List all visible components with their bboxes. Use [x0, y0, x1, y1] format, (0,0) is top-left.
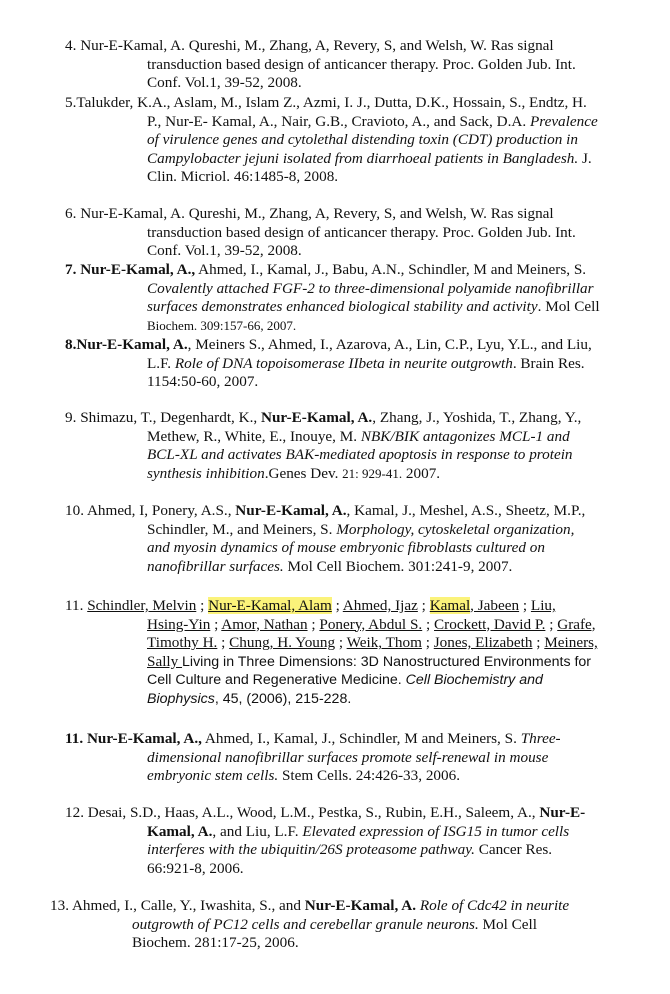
reference-text: ;	[335, 634, 347, 652]
reference-text: . Brain Res.	[512, 354, 585, 372]
reference-text: nanofibrillar surfaces.	[147, 557, 284, 575]
reference-text: Biophysics	[147, 690, 215, 707]
reference-text: Mol Cell	[478, 915, 537, 933]
reference-text: Nur-E-Kamal, A.	[304, 897, 417, 914]
reference-text: 7. Nur-E-Kamal, A.,	[65, 261, 196, 278]
reference-text: transduction based design of anticancer therapy. Proc. Golden Jub. Int.	[147, 223, 576, 241]
reference-line	[65, 841, 640, 860]
reference-line	[65, 653, 640, 672]
reference-line	[65, 317, 640, 336]
reference-text: Morphology, cytoskeletal organization,	[336, 520, 575, 538]
reference-line	[65, 224, 640, 243]
reference-text: Living in Three Dimensions: 3D Nanostructured Environments for	[182, 653, 592, 670]
reference-text: embryonic stem cells.	[147, 767, 279, 785]
reference-text: 1154:50-60, 2007.	[147, 373, 259, 391]
reference-text: BCL-XL and activates BAK-mediated apoptosis in response to protein	[147, 446, 573, 464]
reference-text: , Zhang, J., Yoshida, T., Zhang, Y.,	[372, 409, 582, 426]
reference-line	[65, 150, 640, 169]
reference-text: Cell Culture and Regenerative Medicine.	[147, 672, 406, 689]
reference-text: Schindler, M., and Meiners, S.	[147, 520, 337, 538]
reference-text: .Genes Dev.	[264, 464, 343, 482]
reference-text: Ahmed, I., Kamal, J., Babu, A.N., Schindler, M and Meiners, S.	[195, 261, 587, 278]
reference-text: Nur-E-Kamal, A.	[235, 502, 347, 519]
reference-text: dimensional nanofibrillar surfaces promote self-renewal in mouse	[147, 748, 549, 766]
reference-line	[65, 767, 640, 786]
reference-text: Conf. Vol.1, 39-52, 2008.	[147, 242, 302, 260]
reference-line	[65, 671, 640, 690]
reference-text: Timothy H.	[147, 634, 218, 652]
reference-line	[65, 749, 640, 768]
reference-text: P., Nur-E- Kamal, A., Nair, G.B., Cravioto, A., and Sack, D.A.	[147, 112, 530, 130]
reference-12	[65, 804, 640, 878]
reference-line	[65, 74, 640, 93]
reference-line	[65, 804, 640, 823]
reference-text: , Kamal, J., Meshel, A.S., Sheetz, M.P.,	[346, 502, 586, 519]
reference-line	[65, 521, 640, 540]
reference-line	[65, 298, 640, 317]
reference-text: Weik, Thom	[346, 634, 422, 652]
reference-line	[65, 428, 640, 447]
reference-text: Nur-E-	[539, 804, 586, 821]
reference-text: Stem Cells. 24:426-33, 2006.	[278, 767, 460, 785]
reference-line	[65, 860, 640, 879]
reference-text: ;	[196, 597, 209, 614]
reference-text: Elevated expression of ISG15 in tumor cells	[302, 822, 570, 840]
reference-text: J.	[578, 149, 592, 167]
reference-text: , Jabeen	[470, 597, 520, 614]
reference-text: ;	[217, 634, 230, 652]
reference-text: of virulence genes and cytolethal distending toxin (CDT) production in	[147, 131, 578, 149]
reference-text: , and Liu, L.F.	[212, 822, 303, 840]
reference-text: transduction based design of anticancer therapy. Proc. Golden Jub. Int.	[147, 55, 576, 73]
reference-text: ;	[210, 615, 222, 633]
reference-9	[65, 409, 640, 483]
reference-text: Mol Cell Biochem. 301:241-9, 2007.	[283, 557, 513, 575]
reference-text: Meiners,	[544, 634, 598, 652]
reference-text: Amor, Nathan	[221, 615, 308, 633]
reference-line	[65, 597, 640, 616]
reference-text: Crockett, David P.	[434, 615, 546, 633]
reference-line	[65, 616, 640, 635]
reference-text: 8.Nur-E-Kamal, A.	[65, 336, 188, 353]
reference-text: Three-	[520, 730, 561, 747]
reference-text: 66:921-8, 2006.	[147, 859, 244, 877]
reference-line	[65, 634, 640, 653]
reference-line	[50, 916, 625, 935]
reference-text: ;	[532, 634, 545, 652]
reference-text: Role of DNA topoisomerase IIbeta in neurite outgrowth	[174, 354, 513, 372]
reference-text: Chung, H. Young	[229, 634, 336, 652]
reference-text: Schindler, Melvin	[87, 597, 197, 614]
reference-text: and myosin dynamics of mouse embryonic fibroblasts cultured on	[147, 539, 545, 557]
reference-text: Prevalence	[529, 112, 598, 130]
reference-text: Kamal, A.	[147, 822, 213, 840]
reference-11a	[65, 597, 640, 709]
reference-line	[65, 205, 640, 224]
reference-line	[65, 113, 640, 132]
reference-line	[65, 168, 640, 187]
reference-line	[65, 131, 640, 150]
reference-8	[65, 336, 640, 392]
reference-line	[65, 558, 640, 577]
reference-text: ;	[545, 615, 558, 633]
reference-4	[65, 37, 640, 93]
reference-text: 11.	[65, 597, 88, 614]
reference-13	[50, 897, 625, 953]
reference-text: L.F.	[147, 354, 175, 372]
reference-line	[65, 465, 640, 484]
reference-text: Hsing-Yin	[147, 615, 211, 633]
reference-line	[65, 94, 640, 113]
reference-text: , Meiners S., Ahmed, I., Azarova, A., Lin, C.P., Lyu, Y.L., and Liu,	[187, 336, 592, 353]
reference-line	[65, 409, 640, 428]
reference-text: Campylobacter jejuni isolated from diarrhoeal patients in Bangladesh.	[147, 149, 579, 167]
reference-text: 5.Talukder, K.A., Aslam, M., Islam Z., Azmi, I. J., Dutta, D.K., Hossain, S., Endtz, H.	[65, 94, 587, 111]
reference-text: , 45, (2006), 215-228.	[214, 690, 352, 707]
reference-text: NBK/BIK antagonizes MCL-1 and	[360, 427, 570, 445]
reference-line	[65, 690, 640, 709]
reference-text: Liu,	[530, 597, 556, 614]
reference-line	[65, 261, 640, 280]
reference-line	[50, 897, 625, 916]
reference-text: Biochem. 309:157-66, 2007.	[147, 317, 297, 333]
reference-line	[65, 539, 640, 558]
reference-text: Grafe,	[557, 615, 596, 633]
reference-text: Sally	[147, 652, 183, 670]
reference-text: Ponery, Abdul S.	[319, 615, 423, 633]
reference-11b	[65, 730, 640, 786]
reference-text: ;	[307, 615, 320, 633]
reference-text: Cell Biochemistry and	[405, 672, 543, 689]
reference-text: Nur-E-Kamal, A.	[261, 409, 373, 426]
reference-text: Jones, Elizabeth	[433, 634, 533, 652]
reference-10	[65, 502, 640, 576]
reference-text: Ahmed, Ijaz	[342, 597, 418, 614]
reference-text: 21: 929-41.	[342, 465, 403, 481]
reference-line	[65, 56, 640, 75]
reference-text: 9. Shimazu, T., Degenhardt, K.,	[65, 409, 261, 426]
reference-line	[50, 934, 625, 953]
reference-line	[65, 336, 640, 355]
reference-text: ;	[331, 597, 343, 614]
reference-text: 13. Ahmed, I., Calle, Y., Iwashita, S., and	[50, 897, 305, 914]
reference-text: ;	[421, 634, 434, 652]
reference-text: interferes with the ubiquitin/26S proteasome pathway.	[147, 841, 475, 859]
reference-line	[65, 355, 640, 374]
reference-text: synthesis inhibition	[147, 464, 265, 482]
reference-text: 10. Ahmed, I, Ponery, A.S.,	[65, 502, 236, 519]
reference-7	[65, 261, 640, 335]
reference-text: Role of Cdc42 in neurite	[419, 897, 570, 914]
reference-line	[65, 446, 640, 465]
reference-text: . Mol Cell	[537, 298, 600, 316]
reference-text: outgrowth of PC12 cells and cerebellar granule neurons.	[132, 915, 479, 933]
reference-text: ;	[519, 597, 531, 614]
reference-text: Cancer Res.	[474, 841, 553, 859]
reference-line	[65, 373, 640, 392]
reference-text: Ahmed, I., Kamal, J., Schindler, M and Meiners, S.	[201, 730, 521, 747]
reference-6	[65, 205, 640, 261]
reference-text: 6. Nur-E-Kamal, A. Qureshi, M., Zhang, A, Revery, S, and Welsh, W. Ras signal	[65, 205, 554, 222]
reference-text: Covalently attached FGF-2 to three-dimensional polyamide nanofibrillar	[147, 279, 594, 297]
highlighted-author: Nur-E-Kamal, Alam	[208, 597, 332, 614]
reference-line	[65, 730, 640, 749]
reference-text: Methew, R., White, E., Inouye, M.	[147, 427, 361, 445]
reference-text: surfaces demonstrates enhanced biological stability and activity	[147, 298, 538, 316]
reference-text: 2007.	[402, 464, 441, 482]
reference-text: Conf. Vol.1, 39-52, 2008.	[147, 74, 302, 92]
reference-text: Clin. Micriol. 46:1485-8, 2008.	[147, 168, 339, 186]
reference-line	[65, 242, 640, 261]
reference-text: ;	[422, 615, 435, 633]
reference-line	[65, 37, 640, 56]
reference-text: ;	[417, 597, 430, 614]
reference-line	[65, 502, 640, 521]
highlighted-author: Kamal	[429, 597, 471, 614]
reference-text: 4. Nur-E-Kamal, A. Qureshi, M., Zhang, A, Revery, S, and Welsh, W. Ras signal	[65, 37, 554, 54]
reference-text: 12. Desai, S.D., Haas, A.L., Wood, L.M., Pestka, S., Rubin, E.H., Saleem, A.,	[65, 804, 540, 821]
reference-text: 11. Nur-E-Kamal, A.,	[65, 730, 202, 747]
reference-5	[65, 94, 640, 187]
reference-line	[65, 280, 640, 299]
reference-text: Biochem. 281:17-25, 2006.	[132, 934, 299, 952]
reference-line	[65, 823, 640, 842]
